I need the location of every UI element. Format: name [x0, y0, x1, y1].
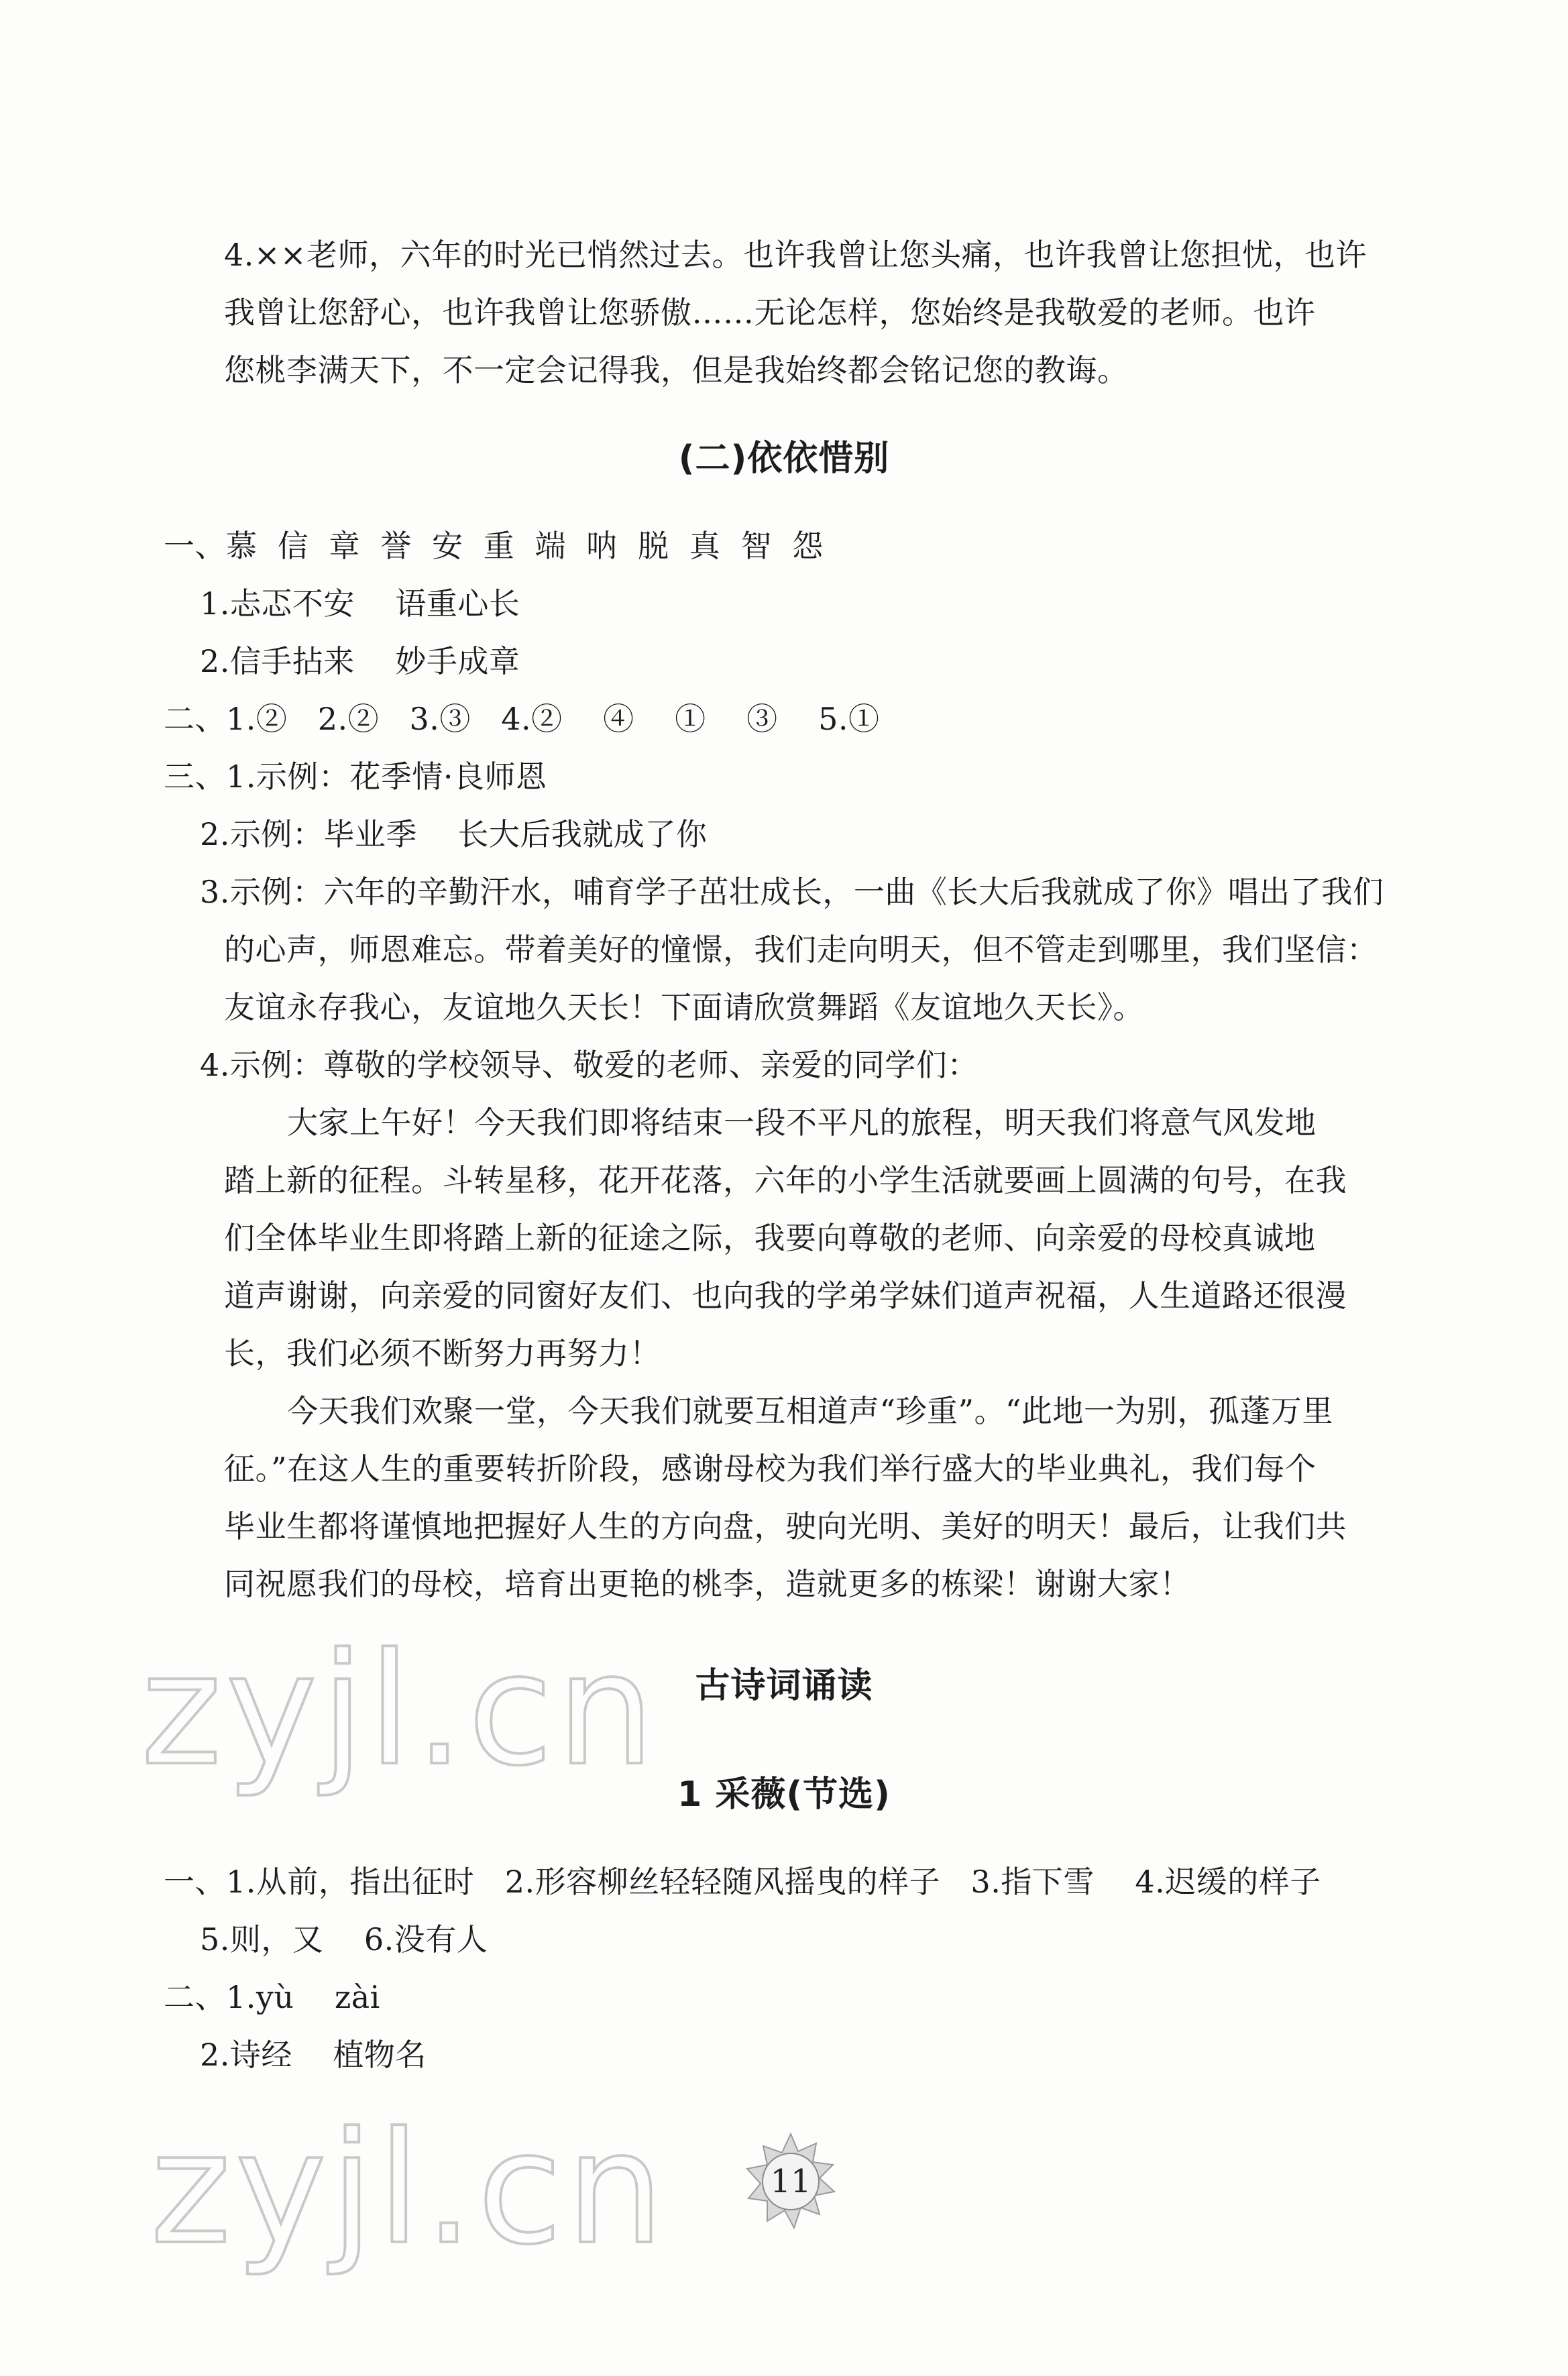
text-line: 4.××老师，六年的时光已悄然过去。也许我曾让您头痛，也许我曾让您担忧，也许 [224, 237, 1367, 273]
section-heading: 1 采薇(节选) [677, 1774, 891, 1815]
text-line: 您桃李满天下，不一定会记得我，但是我始终都会铭记您的教诲。 [224, 352, 1129, 388]
section-heading: 古诗词诵读 [695, 1666, 873, 1706]
text-line: 毕业生都将谨慎地把握好人生的方向盘，驶向光明、美好的明天！最后，让我们共 [224, 1508, 1347, 1544]
text-line: 的心声，师恩难忘。带着美好的憧憬，我们走向明天，但不管走到哪里，我们坚信： [224, 931, 1378, 968]
text-line: 征。”在这人生的重要转折阶段，感谢母校为我们举行盛大的毕业典礼，我们每个 [224, 1451, 1317, 1487]
watermark: zyjl.cn [141, 1621, 659, 1800]
page-number: 11 [770, 2163, 811, 2200]
text-line: 道声谢谢，向亲爱的同窗好友们、也向我的学弟学妹们道声祝福，人生道路还很漫 [224, 1278, 1347, 1314]
text-line: 同祝愿我们的母校，培育出更艳的桃李，造就更多的栋梁！谢谢大家！ [224, 1566, 1191, 1602]
text-line: 2.信手拈来 妙手成章 [200, 643, 520, 679]
text-line: 今天我们欢聚一堂，今天我们就要互相道声“珍重”。“此地一为别，孤蓬万里 [287, 1393, 1334, 1429]
text-line: 二、1.② 2.② 3.③ 4.② ④ ① ③ 5.① [164, 701, 880, 737]
section-heading: (二)依依惜别 [678, 439, 890, 479]
text-line: 大家上午好！今天我们即将结束一段不平凡的旅程，明天我们将意气风发地 [287, 1105, 1317, 1141]
text-line: 们全体毕业生即将踏上新的征途之际，我要向尊敬的老师、向亲爱的母校真诚地 [224, 1220, 1316, 1256]
text-line: 长，我们必须不断努力再努力！ [224, 1335, 661, 1371]
text-line: 我曾让您舒心，也许我曾让您骄傲……无论怎样，您始终是我敬爱的老师。也许 [224, 294, 1316, 331]
watermark: zyjl.cn [150, 2100, 668, 2279]
text-line: 友谊永存我心，友谊地久天长！下面请欣赏舞蹈《友谊地久天长》。 [224, 989, 1144, 1025]
page-number-badge [740, 2131, 841, 2232]
text-line: 踏上新的征程。斗转星移，花开花落，六年的小学生活就要画上圆满的句号，在我 [224, 1162, 1347, 1198]
text-line: 2.诗经 植物名 [200, 2037, 427, 2073]
text-line: 3.示例：六年的辛勤汗水，哺育学子茁壮成长，一曲《长大后我就成了你》唱出了我们 [200, 874, 1384, 910]
text-line: 二、1.yù zài [164, 1979, 380, 2015]
text-line: 5.则，又 6.没有人 [200, 1921, 488, 1958]
text-line: 三、1.示例：花季情·良师恩 [164, 758, 547, 795]
text-line: 一、1.从前，指出征时 2.形容柳丝轻轻随风摇曳的样子 3.指下雪 4.迟缓的样子 [164, 1864, 1321, 1900]
text-line: 4.示例：尊敬的学校领导、敬爱的老师、亲爱的同学们： [200, 1047, 978, 1083]
text-line: 1.忐忑不安 语重心长 [200, 585, 520, 622]
text-line: 一、慕 信 章 誉 安 重 端 呐 脱 真 智 怨 [164, 528, 824, 564]
text-line: 2.示例：毕业季 长大后我就成了你 [200, 816, 708, 852]
